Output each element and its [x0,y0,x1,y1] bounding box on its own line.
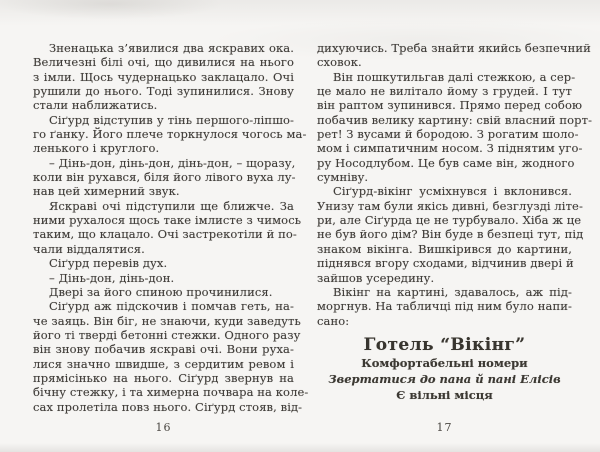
text-line: Сіґурд перевів дух. [49,256,168,271]
hotel-sign [317,335,572,403]
text-line: ленького і круглого. [33,141,160,156]
text-line: нав цей химерний звук. [33,184,180,199]
text-line: це мало не вилітало йому з грудей. І тут [317,84,572,99]
text-line: побачив велику картину: свій власний порт- [317,112,593,127]
page-text [33,41,309,414]
page-number-right: 17 [436,421,453,434]
text-line: лися значно швидше, з сердитим ревом і [33,356,294,371]
hotel-sign-availability: Є вільні місця [396,387,493,402]
text-line: ними рухалося щось таке імлисте з чимось [33,213,302,228]
text-line: – Дінь-дон, дінь-дон, дінь-дон, – щоразу, [49,155,296,170]
text-line: Яскраві очі підступили ще ближче. За [49,198,294,213]
hotel-sign-note: Звертатися до пана й пані Елісів [328,371,561,386]
text-line: зайшов усередину. [317,270,435,285]
text-line: чали віддалятися. [33,241,145,256]
text-line: Сіґурд-вікінг усміхнувся і вклонився. [333,184,572,199]
text-line: Сіґурд відступив у тінь першого-ліпшо- [49,112,294,127]
page-number-left: 16 [155,421,172,434]
text-line: моргнув. На табличці під ним було напи- [317,299,572,314]
text-line: він раптом зупинився. Прямо перед собою [317,98,583,113]
text-line: не був його дім? Він буде в безпеці тут, під [317,227,584,242]
text-line: прямісінько на нього. Сіґурд звернув на [33,370,294,385]
text-line: коли він рухався, біля його лівого вуха лу- [33,170,296,185]
text-line: він знову побачив яскраві очі. Вони руха- [33,342,294,357]
text-line: сховок. [317,55,362,70]
text-line: піднявся вгору сходами, відчинив двері й [317,256,574,271]
text-line: Вікінг на картині, здавалось, аж під- [333,284,572,299]
text-line: стали наближатись. [33,98,158,113]
text-line: Двері за його спиною прочинилися. [49,284,273,299]
page-left [33,41,309,441]
text-line: знаком вікінга. Вишкірився до картини, [317,241,572,256]
hotel-sign-title: Готель “Вікінг” [363,334,526,355]
text-line: його ті тверді бетонні стежки. Одного разу [33,327,301,342]
text-line: сано: [317,313,350,328]
text-line: ру Носодлубом. Це був саме він, жодного [317,155,575,170]
text-line: ри, але Сіґурда це не турбувало. Хіба ж це [317,213,582,228]
text-line: го ґанку. Його плече торкнулося чогось ма- [33,127,307,142]
text-line: дихуючись. Треба знайти якийсь безпечний [317,41,591,55]
text-line: рет! З вусами й бородою. З рогатим шоло- [317,127,579,142]
text-line: – Дінь-дон, дінь-дон. [49,270,175,285]
text-line: че заяць. Він біг, не знаючи, куди заведуть [33,313,301,328]
text-line: мом і симпатичним носом. З піднятим уго- [317,141,583,156]
text-line: сах пролетіла повз нього. Сіґурд стояв, від- [33,399,303,414]
text-line: Величезні білі очі, що дивилися на нього [33,55,294,70]
text-line: Зненацька з’явилися два яскравих ока. [49,41,294,55]
text-line: Сіґурд аж підскочив і помчав геть, на- [49,299,294,314]
text-line: бічну стежку, і та химерна почвара на коле- [33,385,309,400]
text-line: таким, що клацало. Очі застрекотіли й по- [33,227,297,242]
hotel-sign-subtitle: Комфортабельні номери [361,355,528,370]
page-right [317,41,593,441]
text-line: з імли. Щось чудернацько заклацало. Очі [33,69,294,84]
text-line: Він пошкутильгав далі стежкою, а сер- [333,69,576,84]
page-text [317,41,593,328]
text-line: сумніву. [317,170,369,185]
text-line: рушили до нього. Тоді зупинилися. Знову [33,84,294,99]
text-line: Унизу там були якісь дивні, безглузді літе- [317,198,583,213]
